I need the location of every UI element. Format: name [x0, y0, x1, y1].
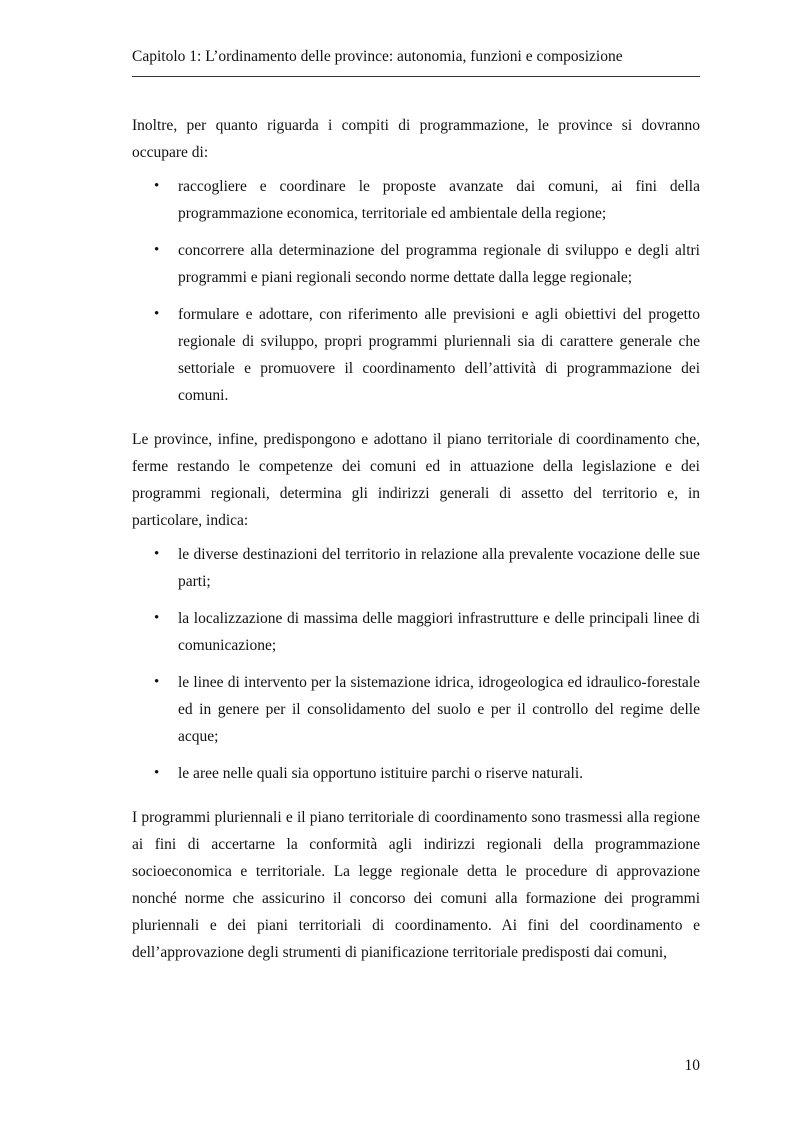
page-number: 10 — [684, 1057, 700, 1074]
list-item — [132, 173, 700, 227]
list-item-text: le aree nelle quali sia opportuno istituire parchi o riserve naturali. — [178, 765, 584, 782]
paragraph-programmi-pluriennali: I programmi pluriennali e il piano territoriale di coordinamento sono trasmessi alla regione ai fini di accertarne la conformità agli indirizzi regionali della programmazione socioeconomica e territoriale. La legge regionale detta le procedure di approvazione nonché norme che assicurino il concorso dei comuni alla formazione dei programmi pluriennali e dei piani territoriali di coordinamento. Ai fini del coordinamento e dell’approvazione degli strumenti di pianificazione territoriale predisposti dai comuni, — [132, 809, 700, 961]
list-item — [132, 760, 700, 787]
list-item-text: concorrere alla determinazione del programma regionale di sviluppo e degli altri programmi e piani regionali secondo norme dettate dalla legge regionale; — [178, 242, 700, 286]
bullet-icon: • — [154, 610, 160, 626]
list-item-text: raccogliere e coordinare le proposte avanzate dai comuni, ai fini della programmazione economica, territoriale ed ambientale della regione; — [178, 178, 700, 222]
list-item-text: le linee di intervento per la sistemazione idrica, idrogeologica ed idraulico-forestale ed in genere per il consolidamento del suolo e per il controllo del regime delle acque; — [178, 674, 700, 745]
list-item — [132, 669, 700, 750]
bullet-icon: • — [154, 178, 160, 194]
paragraph-intro-programmazione: Inoltre, per quanto riguarda i compiti di programmazione, le province si dovranno occupare di: — [132, 117, 700, 161]
list-item — [132, 237, 700, 291]
bullet-icon: • — [154, 242, 160, 258]
list-item-text: le diverse destinazioni del territorio in relazione alla prevalente vocazione delle sue parti; — [178, 546, 700, 590]
bullet-icon: • — [154, 674, 160, 690]
bullet-icon: • — [154, 765, 160, 781]
bullet-icon: • — [154, 306, 160, 322]
list-item-text: formulare e adottare, con riferimento alle previsioni e agli obiettivi del progetto regionale di sviluppo, propri programmi pluriennali sia di carattere generale che settoriale e promuovere il coordinamento dell’attività di programmazione dei comuni. — [178, 306, 700, 404]
header-divider — [132, 76, 700, 77]
chapter-header: Capitolo 1: L’ordinamento delle province: autonomia, funzioni e composizione — [132, 48, 623, 65]
list-item-text: la localizzazione di massima delle maggiori infrastrutture e delle principali linee di comunicazione; — [178, 610, 700, 654]
paragraph-piano-territoriale: Le province, infine, predispongono e adottano il piano territoriale di coordinamento che, ferme restando le competenze dei comuni ed in attuazione della legislazione e dei programmi regionali, determina gli indirizzi generali di assetto del territorio e, in particolare, indica: — [132, 431, 700, 529]
list-compiti-programmazione — [132, 173, 700, 409]
list-piano-indica — [132, 541, 700, 787]
bullet-icon: • — [154, 546, 160, 562]
list-item — [132, 541, 700, 595]
body-text — [132, 112, 700, 966]
list-item — [132, 605, 700, 659]
list-item — [132, 301, 700, 409]
